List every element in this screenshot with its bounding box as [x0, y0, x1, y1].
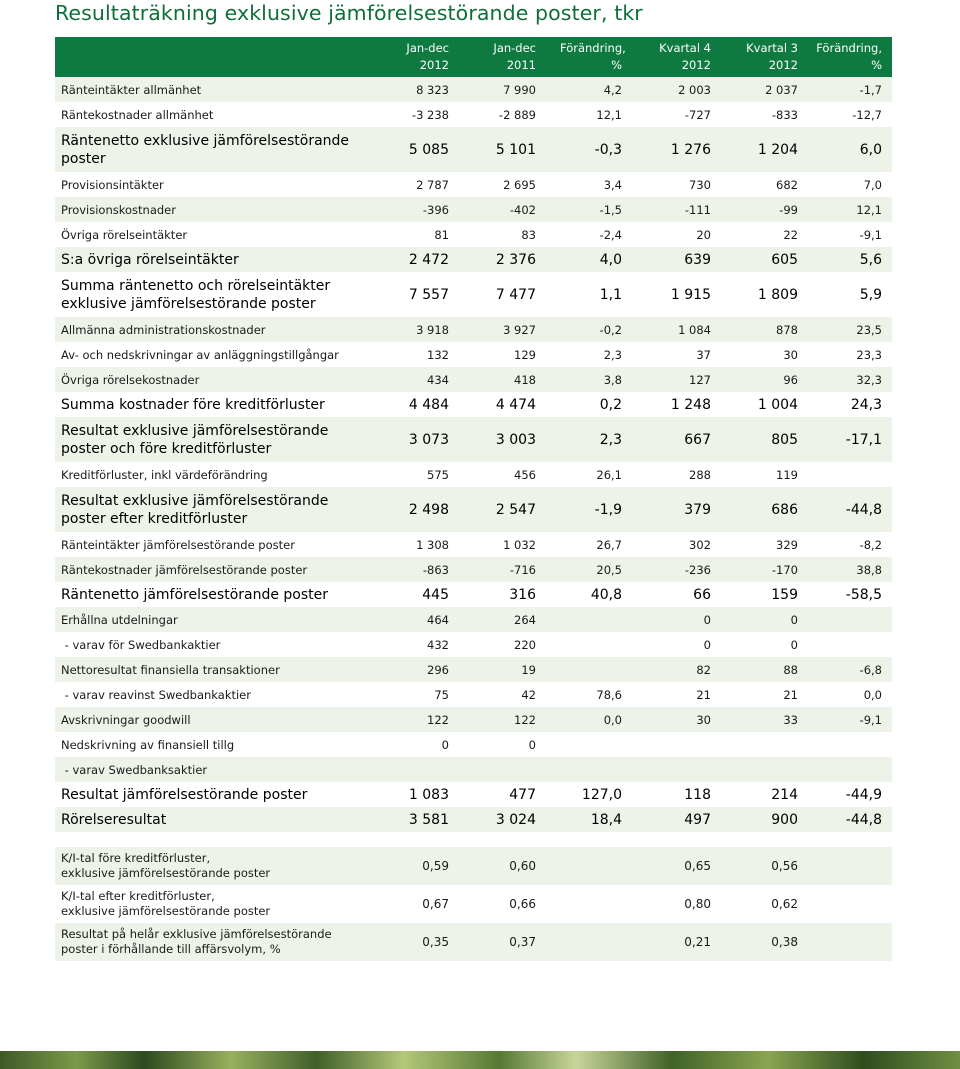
row-value: 3 024: [495, 811, 536, 828]
header-cell: [805, 40, 882, 74]
row-value: [805, 732, 882, 757]
table-body: [55, 77, 892, 832]
row-value: 3 073: [408, 431, 449, 448]
row-value: -8,2: [859, 537, 882, 552]
header-line-2: 2012: [419, 58, 449, 72]
row-value: 119: [776, 467, 798, 482]
table-row: [55, 707, 892, 732]
row-value: -58,5: [845, 586, 882, 603]
row-value: 7 990: [503, 82, 536, 97]
row-value: 0,56: [771, 859, 798, 873]
row-value: [715, 757, 798, 782]
table-row: [55, 557, 892, 582]
table-row: [55, 102, 892, 127]
table-row: [55, 462, 892, 487]
row-value: 3 003: [495, 431, 536, 448]
row-value: 96: [783, 372, 798, 387]
row-value: 805: [771, 431, 798, 448]
row-value: 5,6: [859, 251, 882, 268]
row-value: 24,3: [850, 396, 882, 413]
row-value: 379: [684, 501, 711, 518]
row-label: Avskrivningar goodwill: [61, 712, 191, 727]
row-label: Provisionskostnader: [61, 202, 176, 217]
row-value: -727: [684, 107, 711, 122]
row-value: 639: [684, 251, 711, 268]
header-line-1: Förändring,: [560, 41, 626, 55]
row-value: 127,0: [581, 786, 622, 803]
row-value: 42: [521, 687, 536, 702]
row-value: 497: [684, 811, 711, 828]
row-value: -1,7: [859, 82, 882, 97]
row-label: Resultat exklusive jämförelsestörande poster efter kreditförluster: [61, 492, 329, 527]
row-value: 30: [696, 712, 711, 727]
row-value: -236: [684, 562, 711, 577]
kpi-row: [55, 847, 892, 885]
row-value: 1 915: [670, 286, 711, 303]
row-value: 132: [427, 347, 449, 362]
header-cell: [385, 40, 449, 74]
row-value: 7,0: [863, 177, 882, 192]
table-row: [55, 272, 892, 317]
row-value: 316: [509, 586, 536, 603]
row-value: -44,8: [845, 501, 882, 518]
row-value: -863: [422, 562, 449, 577]
row-label: Övriga rörelseintäkter: [61, 227, 188, 242]
table-row: [55, 417, 892, 462]
row-label: Resultat exklusive jämförelsestörande poster och före kreditförluster: [61, 422, 329, 457]
row-value: -0,3: [594, 141, 622, 158]
row-value: [560, 657, 622, 682]
table-row: [55, 657, 892, 682]
row-label: Räntenetto exklusive jämförelsestörande poster: [61, 132, 350, 167]
row-label: Ränteintäkter allmänhet: [61, 82, 202, 97]
row-value: 30: [783, 347, 798, 362]
table-row: [55, 172, 892, 197]
kpi-row: [55, 885, 892, 923]
table-row: [55, 392, 892, 417]
row-value: 122: [514, 712, 536, 727]
income-statement-table: [55, 37, 892, 832]
table-row: [55, 582, 892, 607]
row-label: Ränteintäkter jämförelsestörande poster: [61, 537, 295, 552]
row-value: 78,6: [596, 687, 622, 702]
row-value: 264: [514, 612, 536, 627]
row-value: 1 083: [408, 786, 449, 803]
row-value: 329: [776, 537, 798, 552]
table-row: [55, 247, 892, 272]
row-value: [715, 732, 798, 757]
row-value: 0: [790, 612, 798, 627]
row-value: [805, 847, 882, 885]
row-value: -1,5: [599, 202, 622, 217]
header-line-1: Kvartal 3: [746, 41, 798, 55]
row-value: 878: [776, 322, 798, 337]
row-value: -6,8: [859, 662, 882, 677]
row-value: -833: [771, 107, 798, 122]
row-value: [560, 885, 622, 923]
table-row: [55, 367, 892, 392]
row-value: 23,5: [856, 322, 882, 337]
table-row: [55, 782, 892, 807]
row-value: [805, 607, 882, 632]
table-header: [55, 37, 892, 77]
row-value: [560, 607, 622, 632]
row-value: 0,35: [422, 935, 449, 949]
row-value: 1,1: [599, 286, 622, 303]
row-value: 7 477: [495, 286, 536, 303]
table-row: [55, 77, 892, 102]
row-value: 18,4: [590, 811, 622, 828]
row-value: 730: [689, 177, 711, 192]
row-value: 19: [521, 662, 536, 677]
row-value: 0,0: [863, 687, 882, 702]
row-value: 81: [434, 227, 449, 242]
row-value: -2,4: [599, 227, 622, 242]
row-label: - varav Swedbanksaktier: [61, 762, 208, 777]
table-row: [55, 487, 892, 532]
row-value: 0,65: [684, 859, 711, 873]
row-value: -44,8: [845, 811, 882, 828]
row-value: 82: [696, 662, 711, 677]
row-value: 26,7: [596, 537, 622, 552]
row-value: 434: [427, 372, 449, 387]
row-value: 5,9: [859, 286, 882, 303]
row-value: [560, 847, 622, 885]
row-value: -9,1: [859, 227, 882, 242]
row-value: [635, 757, 711, 782]
row-label: K/I-tal före kreditförluster, exklusive jämförelsestörande poster: [61, 851, 271, 880]
row-value: 0,21: [684, 935, 711, 949]
row-value: 4 474: [495, 396, 536, 413]
row-value: 4 484: [408, 396, 449, 413]
row-label: Nedskrivning av finansiell tillg: [61, 737, 235, 752]
row-value: 296: [427, 662, 449, 677]
row-value: 0,60: [509, 859, 536, 873]
row-value: [805, 462, 882, 487]
row-value: 445: [422, 586, 449, 603]
row-value: 3 927: [503, 322, 536, 337]
header-line-2: 2012: [768, 58, 798, 72]
row-value: -99: [779, 202, 798, 217]
row-value: 12,1: [596, 107, 622, 122]
header-cell: [635, 40, 711, 74]
row-value: 1 248: [670, 396, 711, 413]
page-title: Resultaträkning exklusive jämförelsestörande poster, tkr: [55, 1, 643, 25]
row-value: -17,1: [845, 431, 882, 448]
row-value: 38,8: [856, 562, 882, 577]
row-value: 288: [689, 467, 711, 482]
row-label: Kreditförluster, inkl värdeförändring: [61, 467, 268, 482]
row-value: 22: [783, 227, 798, 242]
row-value: 83: [521, 227, 536, 242]
row-label: - varav reavinst Swedbankaktier: [61, 687, 251, 702]
row-value: 0,2: [599, 396, 622, 413]
header-cell: [475, 40, 536, 74]
row-value: 0: [528, 737, 536, 752]
row-value: 667: [684, 431, 711, 448]
row-value: 418: [514, 372, 536, 387]
header-line-2: %: [611, 58, 622, 72]
row-value: 0,37: [509, 935, 536, 949]
row-value: 3 581: [408, 811, 449, 828]
table-row: [55, 632, 892, 657]
row-value: 21: [783, 687, 798, 702]
row-value: [560, 632, 622, 657]
row-value: 0,66: [509, 897, 536, 911]
row-label: Nettoresultat finansiella transaktioner: [61, 662, 280, 677]
row-label: Räntekostnader allmänhet: [61, 107, 214, 122]
header-cell: [560, 40, 626, 74]
row-value: -402: [509, 202, 536, 217]
row-value: 32,3: [856, 372, 882, 387]
row-value: 220: [514, 637, 536, 652]
row-label: Räntenetto jämförelsestörande poster: [61, 586, 329, 603]
row-label: Erhållna utdelningar: [61, 612, 178, 627]
row-label: K/I-tal efter kreditförluster, exklusive jämförelsestörande poster: [61, 889, 271, 918]
row-label: Av- och nedskrivningar av anläggningstillgångar: [61, 347, 339, 362]
row-value: [385, 757, 449, 782]
row-label: - varav för Swedbankaktier: [61, 637, 221, 652]
row-value: 23,3: [856, 347, 882, 362]
row-value: 0,80: [684, 897, 711, 911]
row-value: 4,2: [603, 82, 622, 97]
row-value: [635, 732, 711, 757]
header-line-2: %: [871, 58, 882, 72]
row-value: 21: [696, 687, 711, 702]
row-value: [560, 923, 622, 961]
row-value: 0,38: [771, 935, 798, 949]
row-value: -9,1: [859, 712, 882, 727]
row-value: 1 809: [757, 286, 798, 303]
row-value: 159: [771, 586, 798, 603]
row-value: 575: [427, 467, 449, 482]
header-line-1: Förändring,: [816, 41, 882, 55]
row-label: Rörelseresultat: [61, 811, 167, 828]
row-value: 686: [771, 501, 798, 518]
table-row: [55, 222, 892, 247]
row-label: Allmänna administrationskostnader: [61, 322, 266, 337]
row-value: 0: [790, 637, 798, 652]
row-value: 2 376: [495, 251, 536, 268]
row-value: 2 787: [416, 177, 449, 192]
row-value: [475, 757, 536, 782]
row-value: [805, 923, 882, 961]
row-value: 7 557: [408, 286, 449, 303]
row-label: Räntekostnader jämförelsestörande poster: [61, 562, 308, 577]
row-value: 900: [771, 811, 798, 828]
table-row: [55, 317, 892, 342]
row-label: Summa kostnader före kreditförluster: [61, 396, 325, 413]
row-value: 0,67: [422, 897, 449, 911]
row-value: -0,2: [599, 322, 622, 337]
table-row: [55, 732, 892, 757]
row-value: -111: [684, 202, 711, 217]
row-value: [805, 632, 882, 657]
header-line-2: 2011: [506, 58, 536, 72]
row-value: 2 472: [408, 251, 449, 268]
table-row: [55, 607, 892, 632]
row-value: 682: [776, 177, 798, 192]
row-value: 3 918: [416, 322, 449, 337]
row-value: 26,1: [596, 467, 622, 482]
row-value: 1 308: [416, 537, 449, 552]
row-value: 2,3: [599, 431, 622, 448]
kpi-table: [55, 847, 892, 961]
row-value: 2 547: [495, 501, 536, 518]
row-value: 0,59: [422, 859, 449, 873]
row-value: 605: [771, 251, 798, 268]
row-value: 464: [427, 612, 449, 627]
table-row: [55, 757, 892, 782]
header-line-1: Jan-dec: [493, 41, 536, 55]
row-value: 40,8: [590, 586, 622, 603]
row-label: Resultat på helår exklusive jämförelsestörande poster i förhållande till affärsvolym, %: [61, 927, 332, 956]
table-row: [55, 532, 892, 557]
row-value: 20,5: [596, 562, 622, 577]
row-value: 3,4: [603, 177, 622, 192]
row-value: 8 323: [416, 82, 449, 97]
row-value: 0: [441, 737, 449, 752]
row-value: 0,62: [771, 897, 798, 911]
row-value: 1 032: [503, 537, 536, 552]
row-value: 1 004: [757, 396, 798, 413]
row-value: 37: [696, 347, 711, 362]
row-value: 5 101: [495, 141, 536, 158]
row-value: 127: [689, 372, 711, 387]
row-value: 75: [434, 687, 449, 702]
row-value: 4,0: [599, 251, 622, 268]
row-value: 1 084: [678, 322, 711, 337]
row-value: 12,1: [856, 202, 882, 217]
row-value: 2,3: [603, 347, 622, 362]
row-value: -716: [509, 562, 536, 577]
row-value: 432: [427, 637, 449, 652]
row-value: -12,7: [852, 107, 882, 122]
kpi-row: [55, 923, 892, 961]
row-value: -396: [422, 202, 449, 217]
row-value: [560, 757, 622, 782]
row-value: [805, 885, 882, 923]
row-value: 2 498: [408, 501, 449, 518]
row-value: -1,9: [594, 501, 622, 518]
row-value: [805, 757, 882, 782]
row-label: Provisionsintäkter: [61, 177, 164, 192]
row-value: 1 204: [757, 141, 798, 158]
row-value: 0,0: [603, 712, 622, 727]
row-value: 1 276: [670, 141, 711, 158]
header-line-1: Kvartal 4: [659, 41, 711, 55]
row-value: 33: [783, 712, 798, 727]
row-value: 214: [771, 786, 798, 803]
row-value: 129: [514, 347, 536, 362]
decorative-footer-image: [0, 1051, 960, 1069]
row-value: 456: [514, 467, 536, 482]
row-value: 88: [783, 662, 798, 677]
header-line-2: 2012: [681, 58, 711, 72]
row-value: 0: [703, 637, 711, 652]
row-label: S:a övriga rörelseintäkter: [61, 251, 239, 268]
header-cell: [715, 40, 798, 74]
row-value: 0: [703, 612, 711, 627]
header-line-1: Jan-dec: [406, 41, 449, 55]
row-value: 2 003: [678, 82, 711, 97]
row-value: 118: [684, 786, 711, 803]
row-label: Övriga rörelsekostnader: [61, 372, 200, 387]
row-value: 66: [693, 586, 711, 603]
row-value: 5 085: [408, 141, 449, 158]
table-row: [55, 127, 892, 172]
table-row: [55, 807, 892, 832]
table-row: [55, 197, 892, 222]
row-value: [560, 732, 622, 757]
row-value: -2 889: [498, 107, 536, 122]
row-value: 477: [509, 786, 536, 803]
row-value: 3,8: [603, 372, 622, 387]
row-value: 6,0: [859, 141, 882, 158]
row-value: 2 037: [765, 82, 798, 97]
row-label: Resultat jämförelsestörande poster: [61, 786, 308, 803]
table-row: [55, 682, 892, 707]
row-value: 2 695: [503, 177, 536, 192]
row-value: -44,9: [845, 786, 882, 803]
row-value: -3 238: [411, 107, 449, 122]
row-label: Summa räntenetto och rörelseintäkter exklusive jämförelsestörande poster: [61, 277, 331, 312]
row-value: 122: [427, 712, 449, 727]
row-value: 302: [689, 537, 711, 552]
row-value: 20: [696, 227, 711, 242]
table-row: [55, 342, 892, 367]
row-value: -170: [771, 562, 798, 577]
